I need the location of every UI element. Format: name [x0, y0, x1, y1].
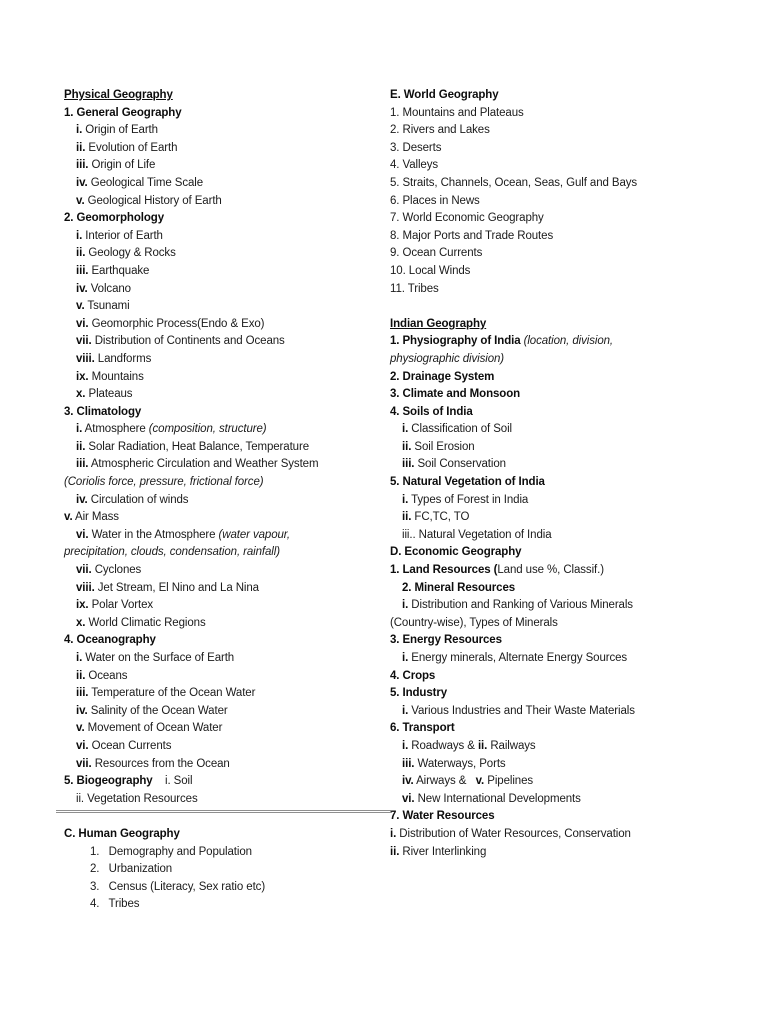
text-segment: Energy minerals, Alternate Energy Sources: [408, 652, 628, 664]
text-segment: Oceans: [85, 669, 128, 682]
text-segment: 5. Industry: [390, 687, 448, 700]
text-segment: i. Soil: [152, 775, 193, 788]
section-heading: [64, 87, 390, 105]
outline-line: [64, 105, 390, 123]
text-segment: Resources from the Ocean: [91, 757, 230, 770]
text-segment: iii.. Natural Vegetation of India: [402, 528, 552, 541]
text-segment: Plateaus: [85, 388, 133, 401]
outline-line: [64, 298, 390, 316]
text-segment: Geomorphic Process(Endo & Exo): [88, 317, 265, 330]
outline-line: [64, 756, 390, 774]
outline-line: [390, 175, 712, 193]
text-segment: ii.: [402, 440, 412, 453]
text-segment: Jet Stream, El Nino and La Nina: [94, 581, 259, 594]
text-segment: Roadways &: [408, 739, 478, 752]
outline-line: [390, 685, 712, 703]
outline-line: [390, 228, 712, 246]
text-segment: Movement of Ocean Water: [84, 722, 223, 735]
outline-line: [390, 193, 712, 211]
outline-line: [390, 456, 712, 474]
outline-line: [64, 668, 390, 686]
outline-line: [64, 527, 390, 545]
text-segment: Atmospheric Circulation and Weather System: [88, 458, 319, 471]
outline-line: [64, 720, 390, 738]
text-segment: Soil Erosion: [411, 440, 475, 453]
outline-line: [390, 738, 712, 756]
text-segment: iii.: [76, 687, 89, 700]
text-segment: Interior of Earth: [82, 229, 163, 242]
outline-line: [390, 421, 712, 439]
text-segment: 1. Physiography of India: [390, 335, 524, 348]
text-segment: Landforms: [94, 352, 152, 365]
outline-line: [64, 228, 390, 246]
text-segment: Earthquake: [88, 264, 150, 277]
text-segment: 1. General Geography: [64, 106, 182, 119]
outline-line: [390, 615, 712, 633]
text-segment: Geological Time Scale: [87, 176, 204, 189]
outline-line: [64, 369, 390, 387]
text-segment: x.: [76, 388, 86, 401]
text-segment: v.: [76, 194, 85, 207]
text-segment: 2. Drainage System: [390, 370, 495, 383]
text-segment: New International Developments: [414, 792, 581, 805]
text-segment: iii.: [402, 458, 415, 471]
outline-line: [64, 175, 390, 193]
outline-line: [64, 562, 390, 580]
text-segment: Atmosphere: [82, 423, 149, 436]
text-segment: ii.: [402, 511, 412, 524]
text-segment: i.: [402, 599, 409, 612]
outline-line: [390, 703, 712, 721]
text-segment: iv.: [76, 493, 88, 506]
outline-line: [390, 369, 712, 387]
text-segment: 2. Urbanization: [90, 863, 173, 876]
text-segment: Water in the Atmosphere: [88, 528, 219, 541]
outline-line: [390, 597, 712, 615]
outline-line: [390, 333, 712, 351]
outline-line: [390, 474, 712, 492]
text-segment: Land use %, Classif.): [497, 564, 604, 577]
outline-line: [64, 685, 390, 703]
text-segment: i.: [76, 229, 83, 242]
text-segment: 5. Biogeography: [64, 775, 153, 788]
outline-line: [390, 105, 712, 123]
text-segment: 1. Land Resources (: [390, 564, 498, 577]
text-segment: 6. Places in News: [390, 194, 480, 207]
text-segment: C. Human Geography: [64, 827, 180, 840]
text-segment: Various Industries and Their Waste Materials: [408, 704, 635, 717]
outline-line: [390, 544, 712, 562]
text-segment: vi.: [76, 528, 89, 541]
outline-line: [64, 333, 390, 351]
text-segment: iv.: [76, 176, 88, 189]
text-segment: i.: [402, 739, 409, 752]
text-segment: iv.: [76, 282, 88, 295]
outline-line: [390, 281, 712, 299]
text-segment: Types of Forest in India: [408, 493, 529, 506]
outline-line: [390, 527, 712, 545]
left-column: [64, 87, 390, 914]
outline-line: [64, 826, 390, 844]
outline-line: [390, 826, 712, 844]
text-segment: 3. Climate and Monsoon: [390, 388, 521, 401]
outline-line: [64, 791, 390, 809]
text-segment: precipitation, clouds, condensation, rainfall): [64, 546, 280, 559]
text-segment: 11. Tribes: [390, 282, 439, 295]
text-segment: Distribution of Continents and Oceans: [91, 335, 285, 348]
outline-line: [64, 509, 390, 527]
text-segment: 2. Geomorphology: [64, 212, 164, 225]
outline-line: [64, 738, 390, 756]
text-segment: iii.: [76, 159, 89, 172]
text-segment: ii.: [390, 845, 400, 858]
outline-line: [390, 351, 712, 369]
text-segment: vii.: [76, 757, 92, 770]
text-segment: vi.: [76, 739, 89, 752]
text-segment: iii.: [402, 757, 415, 770]
text-segment: 4. Valleys: [390, 159, 439, 172]
outline-line: [390, 157, 712, 175]
text-segment: i.: [76, 124, 83, 137]
text-segment: Salinity of the Ocean Water: [87, 704, 228, 717]
text-segment: Circulation of winds: [87, 493, 189, 506]
outline-line: [64, 861, 390, 879]
outline-line: [64, 210, 390, 228]
text-segment: 10. Local Winds: [390, 264, 471, 277]
text-segment: (water vapour,: [218, 528, 291, 541]
text-segment: v.: [475, 775, 485, 788]
text-segment: Water on the Surface of Earth: [82, 652, 235, 664]
text-segment: Airways &: [413, 775, 476, 788]
text-segment: Temperature of the Ocean Water: [88, 687, 256, 700]
text-segment: Physical Geography: [64, 89, 173, 101]
outline-line: [390, 562, 712, 580]
text-segment: 4. Tribes: [90, 898, 140, 911]
text-segment: ii.: [76, 669, 86, 682]
text-segment: physiographic division): [390, 352, 505, 365]
text-segment: Indian Geography: [390, 317, 487, 330]
text-segment: Distribution of Water Resources, Conservation: [396, 827, 631, 840]
outline-line: [64, 474, 390, 492]
text-segment: (Coriolis force, pressure, frictional force): [64, 476, 264, 489]
text-segment: Distribution and Ranking of Various Minerals: [408, 599, 633, 612]
text-segment: 3. Census (Literacy, Sex ratio etc): [90, 880, 266, 893]
outline-line: [390, 580, 712, 598]
text-segment: ix.: [76, 370, 89, 383]
outline-line: [390, 632, 712, 650]
text-segment: iii.: [76, 458, 89, 471]
text-segment: World Climatic Regions: [85, 616, 206, 629]
text-segment: 8. Major Ports and Trade Routes: [390, 229, 554, 242]
text-segment: Soil Conservation: [414, 458, 506, 471]
section-heading: [390, 316, 712, 334]
outline-line: [64, 615, 390, 633]
outline-line: [64, 439, 390, 457]
outline-line: [390, 439, 712, 457]
text-segment: Railways: [487, 739, 536, 752]
text-segment: vi.: [402, 792, 415, 805]
text-segment: Volcano: [87, 282, 131, 295]
outline-line: [64, 404, 390, 422]
text-segment: Pipelines: [484, 775, 534, 788]
text-segment: Tsunami: [84, 300, 130, 313]
text-segment: i.: [402, 423, 409, 436]
outline-line: [390, 808, 712, 826]
outline-line: [64, 456, 390, 474]
outline-line: [64, 157, 390, 175]
text-segment: i.: [76, 423, 83, 436]
text-segment: Ocean Currents: [88, 739, 172, 752]
text-segment: 3. Energy Resources: [390, 634, 502, 647]
text-segment: Polar Vortex: [88, 599, 154, 612]
text-segment: iv.: [402, 775, 414, 788]
text-segment: Mountains: [88, 370, 144, 383]
text-segment: i.: [402, 652, 409, 664]
outline-line: [390, 263, 712, 281]
section-divider: [64, 808, 390, 826]
text-segment: 5. Natural Vegetation of India: [390, 476, 545, 489]
text-segment: E. World Geography: [390, 89, 499, 101]
outline-line: [390, 668, 712, 686]
text-segment: i.: [76, 652, 83, 664]
outline-line: [64, 879, 390, 897]
text-segment: v.: [76, 300, 85, 313]
text-segment: 7. Water Resources: [390, 810, 495, 823]
text-segment: iii.: [76, 264, 89, 277]
text-segment: i.: [402, 704, 409, 717]
outline-line: [64, 844, 390, 862]
text-segment: Origin of Earth: [82, 124, 158, 137]
text-segment: (composition, structure): [148, 423, 267, 436]
text-segment: x.: [76, 616, 86, 629]
outline-line: [390, 509, 712, 527]
text-segment: 9. Ocean Currents: [390, 247, 483, 260]
outline-line: [64, 263, 390, 281]
text-segment: 2. Mineral Resources: [402, 581, 516, 594]
outline-line: [64, 650, 390, 668]
outline-line: [64, 245, 390, 263]
text-segment: 4. Oceanography: [64, 634, 156, 647]
outline-line: [64, 580, 390, 598]
text-segment: 1. Demography and Population: [90, 845, 252, 858]
text-segment: 2. Rivers and Lakes: [390, 124, 490, 137]
text-segment: vi.: [76, 317, 89, 330]
text-segment: Evolution of Earth: [85, 141, 178, 154]
blank-line: [390, 298, 712, 316]
outline-line: [64, 597, 390, 615]
text-segment: 7. World Economic Geography: [390, 212, 544, 225]
outline-line: [390, 386, 712, 404]
text-segment: Cyclones: [91, 564, 142, 577]
text-segment: 1. Mountains and Plateaus: [390, 106, 524, 119]
outline-line: [390, 245, 712, 263]
text-segment: 6. Transport: [390, 722, 455, 735]
outline-line: [390, 720, 712, 738]
text-segment: Geology & Rocks: [85, 247, 176, 260]
text-segment: 3. Climatology: [64, 405, 142, 418]
text-segment: Geological History of Earth: [84, 194, 222, 207]
text-segment: Waterways, Ports: [414, 757, 506, 770]
text-segment: ii.: [477, 739, 488, 752]
outline-line: [64, 421, 390, 439]
outline-line: [64, 386, 390, 404]
outline-line: [64, 773, 390, 791]
text-segment: iv.: [76, 704, 88, 717]
text-segment: viii.: [76, 581, 95, 594]
outline-line: [64, 140, 390, 158]
outline-line: [390, 844, 712, 862]
text-segment: i.: [402, 493, 409, 506]
outline-line: [390, 122, 712, 140]
outline-line: [390, 756, 712, 774]
text-segment: D. Economic Geography: [390, 546, 522, 559]
text-segment: 4. Soils of India: [390, 405, 473, 418]
text-segment: 4. Crops: [390, 669, 436, 682]
outline-line: [390, 404, 712, 422]
text-segment: v.: [76, 722, 85, 735]
text-segment: 5. Straits, Channels, Ocean, Seas, Gulf and Bays: [390, 176, 638, 189]
outline-line: [64, 703, 390, 721]
right-column: [390, 87, 712, 861]
text-segment: Origin of Life: [88, 159, 156, 172]
text-segment: ii.: [76, 440, 86, 453]
text-segment: River Interlinking: [399, 845, 487, 858]
text-segment: ii. Vegetation Resources: [76, 792, 198, 805]
outline-line: [64, 632, 390, 650]
outline-line: [390, 140, 712, 158]
text-segment: (location, division,: [523, 335, 614, 348]
outline-line: [64, 351, 390, 369]
text-segment: ii.: [76, 141, 86, 154]
outline-line: [390, 492, 712, 510]
text-segment: ii.: [76, 247, 86, 260]
outline-line: [64, 492, 390, 510]
outline-line: [390, 791, 712, 809]
outline-line: [64, 316, 390, 334]
outline-line: [64, 122, 390, 140]
text-segment: (Country-wise), Types of Minerals: [390, 616, 558, 629]
outline-line: [390, 773, 712, 791]
text-segment: vii.: [76, 335, 92, 348]
outline-line: [64, 544, 390, 562]
document-columns: [64, 87, 712, 914]
text-segment: v.: [64, 511, 73, 524]
text-segment: 3. Deserts: [390, 141, 442, 154]
outline-line: [64, 281, 390, 299]
text-segment: Air Mass: [72, 511, 119, 524]
outline-line: [390, 87, 712, 105]
outline-line: [390, 210, 712, 228]
text-segment: viii.: [76, 352, 95, 365]
text-segment: ix.: [76, 599, 89, 612]
text-segment: FC,TC, TO: [411, 511, 470, 524]
outline-line: [64, 896, 390, 914]
text-segment: i.: [390, 827, 397, 840]
text-segment: Classification of Soil: [408, 423, 513, 436]
outline-line: [390, 650, 712, 668]
text-segment: vii.: [76, 564, 92, 577]
text-segment: Solar Radiation, Heat Balance, Temperature: [85, 440, 309, 453]
outline-line: [64, 193, 390, 211]
